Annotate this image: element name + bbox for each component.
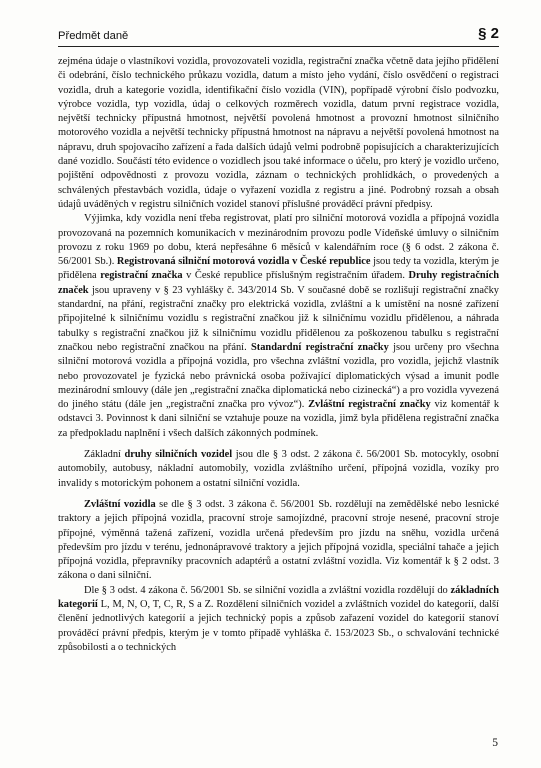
body-paragraph xyxy=(58,212,499,441)
body-paragraph xyxy=(58,55,499,212)
body-paragraph xyxy=(58,448,499,491)
page-number: 5 xyxy=(492,737,498,749)
section-number: § 2 xyxy=(478,25,499,42)
text-run: jsou dle § 3 odst. 2 zákona č. 56/2001 Sb. motocykly, osobní automobily, autobusy, nákladní automobily, vozidla zvláštního určení, přípojná vozidla, vozíky pro invalidy s motorickým pohonem a ostatní silniční vozidla. xyxy=(58,449,499,489)
text-run: se dle § 3 odst. 3 zákona č. 56/2001 Sb. rozdělují na zemědělské nebo lesnické traktory a jejich přípojná vozidla, pracovní stroje samojízdné, pracovní stroje nesené, pracovní stroje přípojné, výměnná tažená zařízení, vozidla určená především pro jízdu na sněhu, vozidla určená především pro jízdu v terénu, jednonápravové traktory a jejich přípojná vozidla, speciální tahače a jejich přípojná vozidla, přepravníky pracovních adaptérů a ostatní zvláštní vozidla. Viz komentář k § 2 odst. 3 zákona o dani silniční. xyxy=(58,498,499,582)
text-run: L, M, N, O, T, C, R, S a Z. Rozdělení silničních vozidel a zvláštních vozidel do kategorií, další členění jednotlivých kategorií a jejich technický popis a způsob zařazení vozidel do kategorií stanoví prováděcí právní předpis, kterým je v tomto případě vyhláška č. 153/2023 Sb., o schvalování technické způsobilosti a o technických xyxy=(58,598,499,653)
bold-term: Zvláštní registrační značky xyxy=(308,399,431,411)
running-header xyxy=(58,24,499,47)
text-run: v České republice příslušným registračním úřadem. xyxy=(182,270,409,282)
text-run: Dle § 3 odst. 4 zákona č. 56/2001 Sb. se silniční vozidla a zvláštní vozidla rozdělují do xyxy=(84,584,451,596)
bold-term: druhy silničních vozidel xyxy=(124,449,233,461)
bold-term: Standardní registrační značky xyxy=(251,341,389,353)
bold-term: Druhy registračních značek xyxy=(58,270,499,296)
text-run: zejména údaje o vlastníkovi vozidla, provozovateli vozidla, registrační značka včetně data jejího přidělení či odebrání, číslo technického průkazu vozidla, datum a místo jeho vydání, číslo osvědčení o registraci vozidla, druh a kategorie vozidla, identifikační číslo vozidla (VIN), popřípadě výrobní číslo podvozku, výrobce vozidla, typ vozidla, údaj o celkových rozměrech vozidla, datum první registrace vozidla, největší technicky přípustná hmotnost, největší povolená hmotnost a provozní hmotnost silničního motorového vozidla a největší technicky přípustná hmotnost na nápravu a největší povolená hmotnost na nápravu, druh spojovacího zařízení a řada dalších údajů velmi podrobně popisujících a charakterizujících dané vozidlo. Součástí této evidence o vozidlech jsou také informace o účelu, pro který je vozidlo určeno, pojištění odpovědnosti z provozu vozidla, záznam o technických prohlídkách, o provedených a schválených přestavbách vozidla, údaje o vyřazení vozidla z registru a jiné. Podrobný rozsah a obsah údajů uváděných v registru silničních vozidel stanoví příslušné prováděcí právní předpisy. xyxy=(58,56,499,210)
text-run: viz komentář k odstavci 3. Povinnost k dani silniční se vztahuje pouze na vozidla, jimž byla přidělena registrační značka za předpokladu naplnění i všech dalších zákonných podmínek. xyxy=(58,399,500,439)
text-run: jsou tedy ta vozidla, kterým je přidělena xyxy=(58,256,499,282)
text-run: jsou upraveny v § 23 vyhlášky č. 343/2014 Sb. V současné době se rozlišují registrační značky standardní, na přání, registrační značky pro elektrická vozidla, zvláštní a k umístění na nosné zařízení připojitelné k silničnímu vozidlu s registrační značkou již k silničnímu vozidlu přidělenou, a náhrada tabulky s registrační značkou již k silničnímu vozidlu přidělenou za poškozenou tabulku s registrační značkou nebo registrační značkou na přání. xyxy=(58,284,499,353)
running-header-title: Předmět daně xyxy=(58,30,129,42)
bold-term: Registrovaná silniční motorová vozidla v České republice xyxy=(116,256,371,268)
bold-term: základních kategorií xyxy=(58,584,499,610)
bold-term: Zvláštní vozidla xyxy=(84,498,156,510)
body-paragraph xyxy=(58,584,499,655)
bold-term: registrační značka xyxy=(100,270,183,282)
page-body xyxy=(58,55,499,655)
text-run: Výjimka, kdy vozidla není třeba registrovat, platí pro silniční motorová vozidla a přípojná vozidla provozovaná na pozemních komunikacích v mezinárodním provozu podle Vídeňské úmluvy o silničním provozu z roku 1969 po dobu, která nepřesáhne 6 měsíců v kalendářním roce (§ 6 odst. 2 zákona č. 56/2001 Sb.). xyxy=(58,213,499,268)
text-run: jsou určeny pro všechna silniční motorová vozidla a přípojná vozidla, pro všechna zvláštní vozidla, pro vozidla, jejichž vlastník nebo provozovatel je fyzická nebo právnická osoba požívající diplomatických výsad a imunit podle mezinárodní smlouvy (dále jen „registrační značka diplomatická nebo cizinecká“) a pro vozidla vyvezená do jiného státu (dále jen „registrační značka pro vývoz“). xyxy=(58,341,499,411)
text-run: Základní xyxy=(84,449,125,461)
body-paragraph xyxy=(58,498,499,584)
